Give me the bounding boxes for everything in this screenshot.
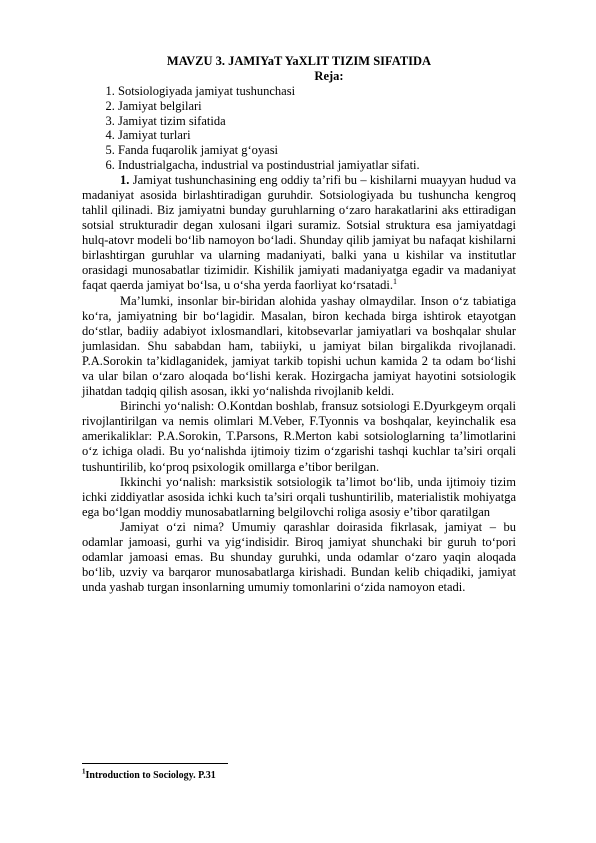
- footnote-ref[interactable]: 1: [392, 277, 397, 287]
- paragraph-4: Ikkinchi yo‘nalish: marksistik sotsiologik ta’limot bo‘lib, unda ijtimoiy tizim ichki ziddiyatlar asosida ichki kuch ta’siri orqali tushuntirilib, materialistik mohiyatga ega bo‘lgan moddiy munosabatlarning belgilovchi roliga asosiy e’tibor qaratilgan: [82, 474, 516, 519]
- plan-item: 5. Fanda fuqarolik jamiyat g‘oyasi: [118, 143, 516, 158]
- footnote-divider: [82, 763, 228, 764]
- paragraph-1-text: Jamiyat tushunchasining eng oddiy ta’rifi bu – kishilarni muayyan hudud va madaniyat asosida birlashtiradigan guruhdir. Sotsiologiyada bu tushuncha kengroq tahlil qilinadi. Biz jamiyatni bunday guruhlarning o‘zaro harakatlarini aks ettiradigan sotsial strukturadir degan xulosani ilgari suramiz. Sotsial struktura esa jamiyatdagi hulq-atovr modeli bo‘lib namoyon bo‘ladi. Shunday qilib jamiyat bu nafaqat kishilarni birlashtirgan guruhlar va ularning madaniyati, balki yana u kishilar va institutlar orasidagi munosabatlar tizimidir. Kishilik jamiyati madaniyatga egadir va madaniyat faqat qaerda jamiyat bo‘lsa, u o‘sha yerda faorliyat ko‘rsatadi.: [82, 172, 516, 293]
- paragraph-3: Birinchi yo‘nalish: O.Kontdan boshlab, fransuz sotsiologi E.Dyurkgeym orqali rivojlantirilgan va nemis olimlari M.Veber, F.Tyonnis va boshqalar, keyinchalik esa amerikaliklar: P.A.Sorokin, T.Parsons, R.Merton kabi sotsiologlarning ta’limotlarini o‘z ichiga oladi. Bu yo‘nalishda ijtimoiy tizim o‘zgarishi tashqi kuchlar ta’siri orqali tushuntirilib, ko‘proq psixologik omillarga e’tibor berilgan.: [82, 399, 516, 474]
- document-page: [82, 54, 516, 595]
- page-title: MAVZU 3. JAMIYaT YaXLIT TIZIM SIFATIDA: [166, 54, 432, 68]
- plan-item: 4. Jamiyat turlari: [118, 128, 516, 143]
- plan-item: 2. Jamiyat belgilari: [118, 99, 516, 114]
- plan-heading: Reja:: [314, 69, 344, 83]
- footnote-text: Introduction to Sociology. P.31: [85, 770, 216, 781]
- section-number: 1.: [120, 172, 130, 187]
- plan-item: 1. Sotsiologiyada jamiyat tushunchasi: [118, 84, 516, 99]
- paragraph-2: Ma’lumki, insonlar bir-biridan alohida yashay olmaydilar. Inson o‘z tabiatiga ko‘ra, jamiyatning bir bo‘lagidir. Masalan, biron kechada birga ishtirok etayotgan do‘stlar, badiiy adabiyot ixlosmandlari, kitobsevarlar jamiyatlari va boshqalar shular jumlasidan. Shu sababdan ham, tabiiyki, u jamiyat bilan birgalikda rivojlanadi. P.A.Sorokin ta’kidlaganidek, jamiyat tarkib topishi uchun kamida 2 ta odam bo‘lishi va ular bilan o‘zaro aloqada bo‘lishi kerak. Hozirgacha jamiyat hayotini sotsiologik jihatdan tadqiq qilish asosan, ikki yo‘nalishda rivojlanib keldi.: [82, 293, 516, 399]
- paragraph-5: Jamiyat o‘zi nima? Umumiy qarashlar doirasida fikrlasak, jamiyat – bu odamlar jamoasi, gurhi va yig‘indisidir. Biroq jamiyat shunchaki bir guruh to‘pori odamlar jamoasi emas. Bu shunday guruhki, unda odamlar o‘zaro yaqin aloqada bo‘lib, uzviy va barqaror munosabatlarga kirishadi. Bundan kelib chiqadiki, jamiyat unda yashab turgan insonlarning umumiy tomonlarini o‘zida namoyon etadi.: [82, 519, 516, 595]
- paragraph-1: [82, 173, 516, 294]
- plan-list: [82, 84, 516, 173]
- plan-item: 3. Jamiyat tizim sifatida: [118, 114, 516, 129]
- plan-item: 6. Industrialgacha, industrial va postindustrial jamiyatlar sifati.: [118, 158, 516, 173]
- footnote: [82, 767, 216, 781]
- footnote-number: 1: [82, 767, 86, 776]
